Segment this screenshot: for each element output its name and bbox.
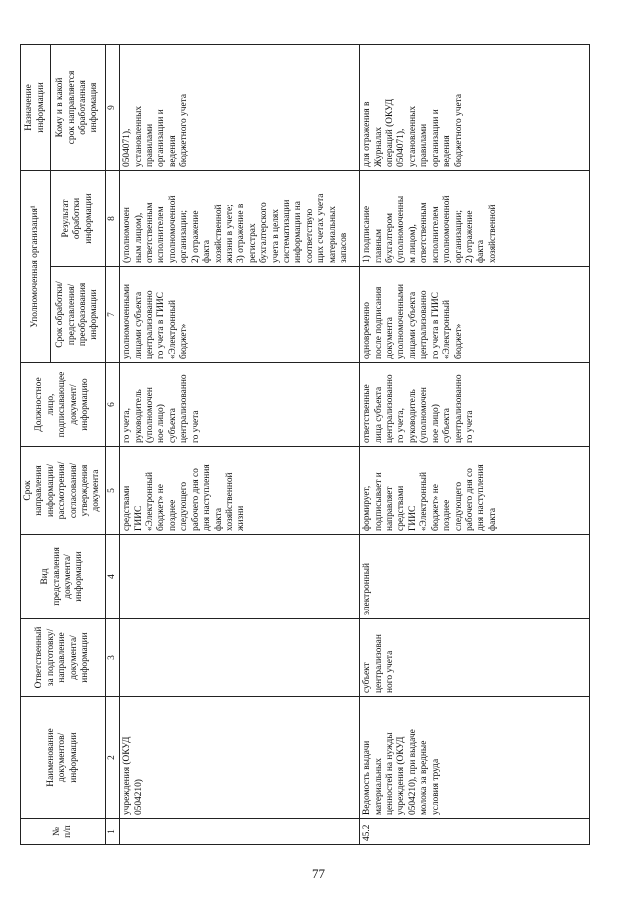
header-row-1 xyxy=(21,44,51,844)
row-kind xyxy=(120,535,360,619)
row-destination: для отражения в Журналах операций (ОКУД 0504071), установленных правилами организации и ведения бюджетного учета xyxy=(360,44,590,170)
row-destination: 0504071), установленных правилами организации и ведения бюджетного учета xyxy=(120,44,360,170)
row-document-name: учреждения (ОКУД 0504210) xyxy=(120,697,360,819)
document-table xyxy=(20,44,590,845)
row-processing-term: одновременно после подписания документа уполномоченными лицами субъекта централизованно го учета в ГИИС «Электронный бюджет» xyxy=(360,267,590,363)
row-responsible xyxy=(120,619,360,697)
row-term: средствами ГИИС «Электронный бюджет» не позднее следующего рабочего дня со дня наступления факта хозяйственной жизни xyxy=(120,447,360,535)
column-number: 3 xyxy=(105,619,119,697)
column-number: 4 xyxy=(105,535,119,619)
page-number: 77 xyxy=(312,866,325,881)
column-number: 5 xyxy=(105,447,119,535)
header-purpose: Назначение информации xyxy=(21,44,51,170)
row-signer: ответственные лица субъекта централизованно го учета, руководитель (уполномочен ное лицо) субъекта централизованно го учета xyxy=(360,363,590,447)
row-result: 1) подписание главным бухгалтером (уполномоченны м лицом), ответственным исполнителем уполномоченной организации; 2) отражение факта хозяйственной xyxy=(360,170,590,266)
column-number: 6 xyxy=(105,363,119,447)
column-number: 9 xyxy=(105,44,119,170)
column-number: 2 xyxy=(105,697,119,819)
row-document-name: Ведомость выдачи материальных ценностей на нужды учреждения (ОКУД 0504210), при выдаче молока за вредные условия труда xyxy=(360,697,590,819)
column-number: 8 xyxy=(105,170,119,266)
header-processing-term: Срок обработки/ представления/ преобразования информации xyxy=(51,267,106,363)
column-number-row xyxy=(105,44,119,844)
header-destination: Кому и в какой срок направляется обработанная информация xyxy=(51,44,106,170)
row-responsible: субъект централизован ного учета xyxy=(360,619,590,697)
rotated-table-wrapper xyxy=(20,45,620,845)
row-result: (уполномочен ным лицом), ответственным исполнителем уполномоченной организации; 2) отражение факта хозяйственной жизни в учете; 3) отражение в регистрах бухгалтерского учета в целях систематизации информации на соответствую щих счетах учета материальных запасов xyxy=(120,170,360,266)
header-responsible: Ответственный за подготовку/ направление документа/ информации xyxy=(21,619,106,697)
row-processing-term: уполномоченными лицами субъекта централизованно го учета в ГИИС «Электронный бюджет» xyxy=(120,267,360,363)
column-number: 7 xyxy=(105,267,119,363)
row-num: 45.2 xyxy=(360,819,590,845)
header-signer: Должностное лицо, подписывающее документ/ информацию xyxy=(21,363,106,447)
table-row xyxy=(120,44,360,844)
header-authorized-org: Уполномоченная организация¹ xyxy=(21,170,51,362)
column-number: 1 xyxy=(105,819,119,845)
row-num xyxy=(120,819,360,845)
header-num: № п/п xyxy=(21,819,106,845)
row-term: формирует, подписывает и направляет средствами ГИИС «Электронный бюджет» не позднее следующего рабочего дня со дня наступления факта xyxy=(360,447,590,535)
header-result: Результат обработки информации xyxy=(51,170,106,266)
header-name: Наименование документов/ информации xyxy=(21,697,106,819)
row-signer: го учета, руководитель (уполномочен ное лицо) субъекта централизованно го учета xyxy=(120,363,360,447)
table-row xyxy=(360,44,590,844)
header-kind: Вид представления документа/ информации xyxy=(21,535,106,619)
row-kind: электронный xyxy=(360,535,590,619)
header-term: Срок направления информации/ рассмотрения/ согласования/ утверждения документа xyxy=(21,447,106,535)
